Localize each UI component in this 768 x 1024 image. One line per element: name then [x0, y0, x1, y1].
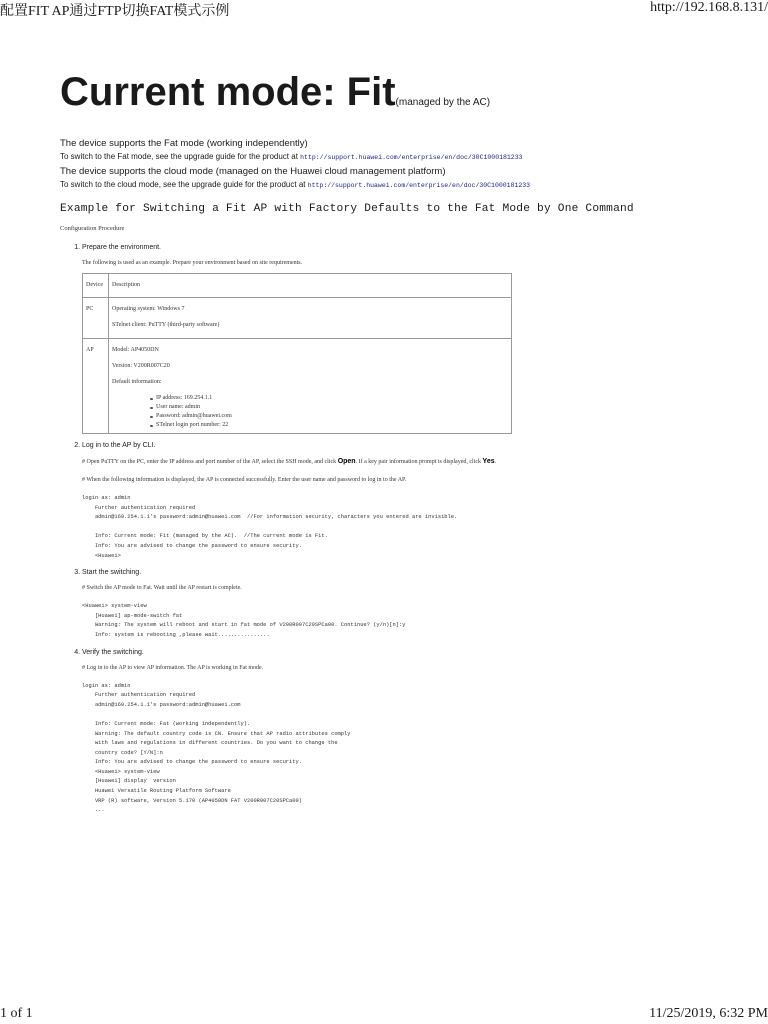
- cloud-guide-text: To switch to the cloud mode, see the upgrade guide for the product at: [60, 180, 308, 189]
- list-item: Password: admin@huawei.com: [156, 412, 508, 421]
- step-1-intro: The following is used as an example. Prepare your environment based on site requirements.: [82, 260, 303, 266]
- step-1-title: 1. Prepare the environment.: [82, 244, 161, 251]
- fat-guide-text: To switch to the Fat mode, see the upgrade guide for the product at: [60, 152, 301, 161]
- print-header-url: http://192.168.8.131/: [650, 0, 768, 15]
- table-header-description: Description: [109, 274, 512, 298]
- list-item: User name: admin: [156, 403, 508, 412]
- configuration-procedure-label: Configuration Procedure: [60, 225, 125, 232]
- table-cell-description-pc: [109, 298, 512, 339]
- pc-os: Operating system: Windows 7: [112, 306, 185, 312]
- fat-guide-link[interactable]: http://support.huawei.com/enterprise/en/doc/30C1000181233: [300, 154, 523, 161]
- yes-keyword: Yes: [482, 458, 495, 465]
- fat-mode-line: The device supports the Fat mode (working independently): [60, 138, 308, 149]
- step-2-para-1-text: # Open PuTTY on the PC, enter the IP address and port number of the AP, select the SSH mode, and click: [82, 459, 338, 465]
- table-cell-device-ap: AP: [83, 339, 109, 434]
- step-4-code-block: login as: admin Further authentication required admin@169.254.1.1's password:admin@huawei.com Info: Current mode: Fat (working independently). Warning: The default country code is CN. Ensure that AP radio attributes comply with laws and regulations in different countries. Do you want to change the country code? [Y/N]:n Info: You are advised to change the password to ensure security. <Huawei> system-view [Huawei] display version Huawei Versatile Routing Platform Software VRP (R) software, Version 5.170 (AP4050DN FAT V200R007C20SPCa00) ...: [82, 682, 351, 814]
- print-footer-date: 11/25/2019, 6:32 PM: [649, 1006, 768, 1021]
- cloud-guide-line: [60, 178, 720, 193]
- page-title-text: Current mode: Fit: [60, 70, 396, 114]
- ap-version: Version: V200R007C20: [112, 363, 170, 369]
- list-item: IP address: 169.254.1.1: [156, 394, 508, 403]
- step-3: [82, 569, 720, 640]
- step-2-title: 2. Log in to the AP by CLI.: [82, 442, 156, 449]
- page-title: [60, 64, 720, 131]
- step-2-code-block: login as: admin Further authentication required admin@169.254.1.1's password:admin@huawei.com //For information security, characters you entered are invisible. Info: Current mode: Fit (managed by the AC). //The current mode is Fit. Info: You are advised to change the password to ensure security. <Huawei>: [82, 495, 458, 559]
- table-header-row: [83, 274, 512, 298]
- table-cell-description-ap: [109, 339, 512, 434]
- table-row-pc: [83, 298, 512, 339]
- step-2-para-1-text-2: . If a key pair information prompt is displayed, click: [355, 459, 483, 465]
- step-3-para-1: # Switch the AP mode to Fat. Wait until the AP restart is complete.: [82, 585, 242, 592]
- table-cell-device-pc: PC: [83, 298, 109, 339]
- ap-default-info: Default information:: [112, 379, 162, 385]
- page-subtitle: (managed by the AC): [395, 97, 491, 108]
- cloud-guide-link[interactable]: http://support.huawei.com/enterprise/en/doc/30C1000181233: [307, 182, 531, 189]
- open-keyword: Open: [337, 458, 356, 465]
- steps-list: [60, 244, 720, 816]
- example-title: Example for Switching a Fit AP with Factory Defaults to the Fat Mode by One Command: [60, 203, 634, 215]
- fat-guide-line: [60, 150, 720, 165]
- print-header-title: 配置FIT AP通过FTP切换FAT模式示例: [0, 4, 230, 19]
- step-4-para-1: # Log in to the AP to view AP information. The AP is working in Fat mode.: [82, 664, 264, 671]
- device-table: [82, 273, 512, 434]
- step-2-para-2: # When the following information is displayed, the AP is connected successfully. Enter the user name and password to log in to the AP.: [82, 477, 407, 483]
- table-header-device: Device: [83, 274, 109, 298]
- step-3-title: 3. Start the switching.: [82, 569, 142, 577]
- list-item: STelnet login port number: 22: [156, 421, 508, 430]
- document-content: [60, 64, 720, 824]
- cloud-mode-line: The device supports the cloud mode (managed on the Huawei cloud management platform): [60, 166, 446, 177]
- ap-model: Model: AP4050DN: [112, 347, 159, 353]
- print-footer-page: 1 of 1: [0, 1006, 33, 1021]
- step-1: [82, 244, 720, 434]
- step-3-code-block: <Huawei> system-view [Huawei] ap-mode-switch fat Warning: The system will reboot and start in fat mode of V200R007C20SPCa00. Continue? (y/n)[n]:y Info: system is rebooting ,please wait................: [82, 603, 406, 638]
- step-4: [82, 649, 720, 816]
- step-2: [82, 442, 720, 561]
- ap-default-info-list: [112, 394, 508, 430]
- table-row-ap: [83, 339, 512, 434]
- step-2-para-1: [82, 457, 720, 467]
- pc-stelnet-client: STelnet client: PuTTY (third-party software): [112, 322, 220, 328]
- step-4-title: 4. Verify the switching.: [82, 648, 144, 656]
- step-2-para-1-end: .: [494, 459, 497, 465]
